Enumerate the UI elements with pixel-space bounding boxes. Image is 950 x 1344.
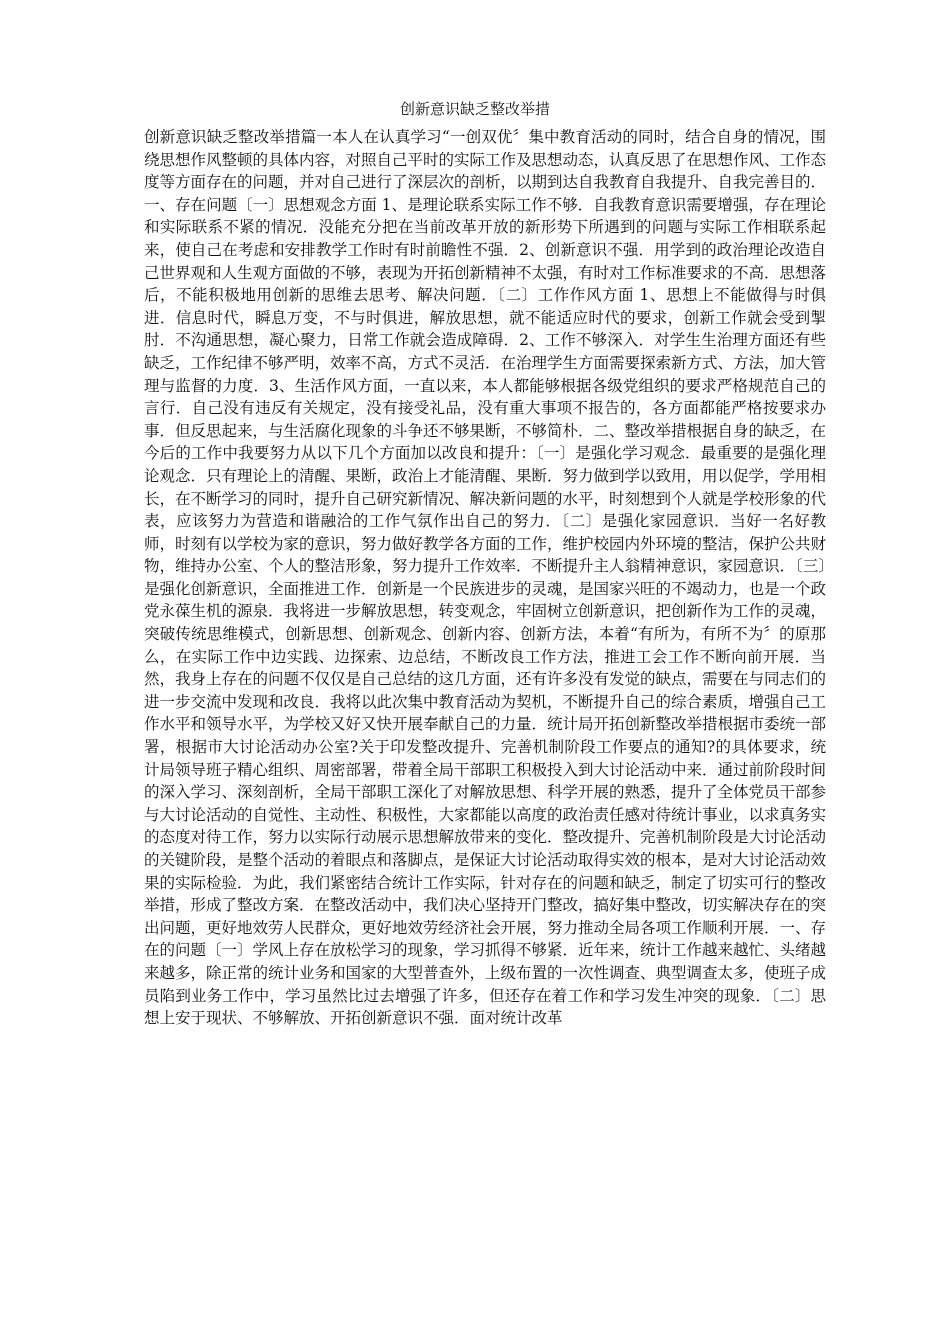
- document-body: [144, 126, 826, 1030]
- body-paragraph: 创新意识缺乏整改举措篇一本人在认真学习“一创双优〞集中教育活动的同时，结合自身的情况，围绕思想作风整顿的具体内容，对照自己平时的实际工作及思想动态，认真反思了在思想作风、工作态度等方面存在的问题，并对自己进行了深层次的剖析，以期到达自我教育自我提升、自我完善目的．一、存在问题〔一〕思想观念方面 1、是理论联系实际工作不够．自我教育意识需要增强，存在理论和实际联系不紧的情况．没能充分把在当前改革开放的新形势下所遇到的问题与实际工作相联系起来，使自己在考虑和安排教学工作时有时前瞻性不强．2、创新意识不强．用学到的政治理论改造自己世界观和人生观方面做的不够，表现为开拓创新精神不太强，有时对工作标准要求的不高．思想落后，不能积极地用创新的思维去思考、解决问题．〔二〕工作作风方面 1、思想上不能做得与时俱进．信息时代，瞬息万变，不与时俱进，解放思想，就不能适应时代的要求，创新工作就会受到掣肘．不沟通思想，凝心聚力，日常工作就会造成障碍．2、工作不够深入．对学生生治理方面还有些缺乏，工作纪律不够严明，效率不高，方式不灵活．在治理学生方面需要探索新方式、方法，加大管理与监督的力度．3、生活作风方面，一直以来，本人都能够根据各级党组织的要求严格规范自己的言行．自己没有违反有关规定，没有接受礼品，没有重大事项不报告的，各方面都能严格按要求办事．但反思起来，与生活腐化现象的斗争还不够果断，不够简朴．二、整改举措根据自身的缺乏，在今后的工作中我要努力从以下几个方面加以改良和提升：〔一〕是强化学习观念．最重要的是强化理论观念．只有理论上的清醒、果断，政治上才能清醒、果断．努力做到学以致用，用以促学，学用相长，在不断学习的同时，提升自己研究新情况、解决新问题的水平，时刻想到个人就是学校形象的代表，应该努力为营造和谐融洽的工作气氛作出自己的努力．〔二〕是强化家园意识．当好一名好教师，时刻有以学校为家的意识，努力做好教学各方面的工作，维护校园内外环境的整洁，保护公共财物，维持办公室、个人的整洁形象，努力提升工作效率．不断提升主人翁精神意识，家园意识．〔三〕是强化创新意识，全面推进工作．创新是一个民族进步的灵魂，是国家兴旺的不竭动力，也是一个政党永葆生机的源泉．我将进一步解放思想，转变观念，牢固树立创新意识，把创新作为工作的灵魂，突破传统思维模式，创新思想、创新观念、创新内容、创新方法，本着“有所为，有所不为〞的原那么，在实际工作中边实践、边探索、边总结，不断改良工作方法，推进工会工作不断向前开展．当然，我身上存在的问题不仅仅是自己总结的这几方面，还有许多没有发觉的缺点，需要在与同志们的进一步交流中发现和改良．我将以此次集中教育活动为契机，不断提升自己的综合素质，增强自己工作水平和领导水平，为学校又好又快开展奉献自己的力量．统计局开拓创新整改举措根据市委统一部署，根据市大讨论活动办公室?关于印发整改提升、完善机制阶段工作要点的通知?的具体要求，统计局领导班子精心组织、周密部署，带着全局干部职工积极投入到大讨论活动中来．通过前阶段时间的深入学习、深刻剖析，全局干部职工深化了对解放思想、科学开展的熟悉，提升了全体党员干部参与大讨论活动的自觉性、主动性、积极性，大家都能以高度的政治责任感对待统计事业，以求真务实的态度对待工作，努力以实际行动展示思想解放带来的变化．整改提升、完善机制阶段是大讨论活动的关键阶段，是整个活动的着眼点和落脚点，是保证大讨论活动取得实效的根本，是对大讨论活动效果的实际检验．为此，我们紧密结合统计工作实际，针对存在的问题和缺乏，制定了切实可行的整改举措，形成了整改方案．在整改活动中，我们决心坚持开门整改，搞好集中整改，切实解决存在的突出问题，更好地效劳人民群众，更好地效劳经济社会开展，努力推动全局各项工作顺利开展．一、存在的问题〔一〕学风上存在放松学习的现象，学习抓得不够紧．近年来，统计工作越来越忙、头绪越来越多，除正常的统计业务和国家的大型普查外，上级布置的一次性调查、典型调查太多，使班子成员陷到业务工作中，学习虽然比过去增强了许多，但还存在着工作和学习发生冲突的现象．〔二〕思想上安于现状、不够解放、开拓创新意识不强．面对统计改革: [144, 128, 827, 1028]
- document-title: 创新意识缺乏整改举措: [399, 100, 550, 118]
